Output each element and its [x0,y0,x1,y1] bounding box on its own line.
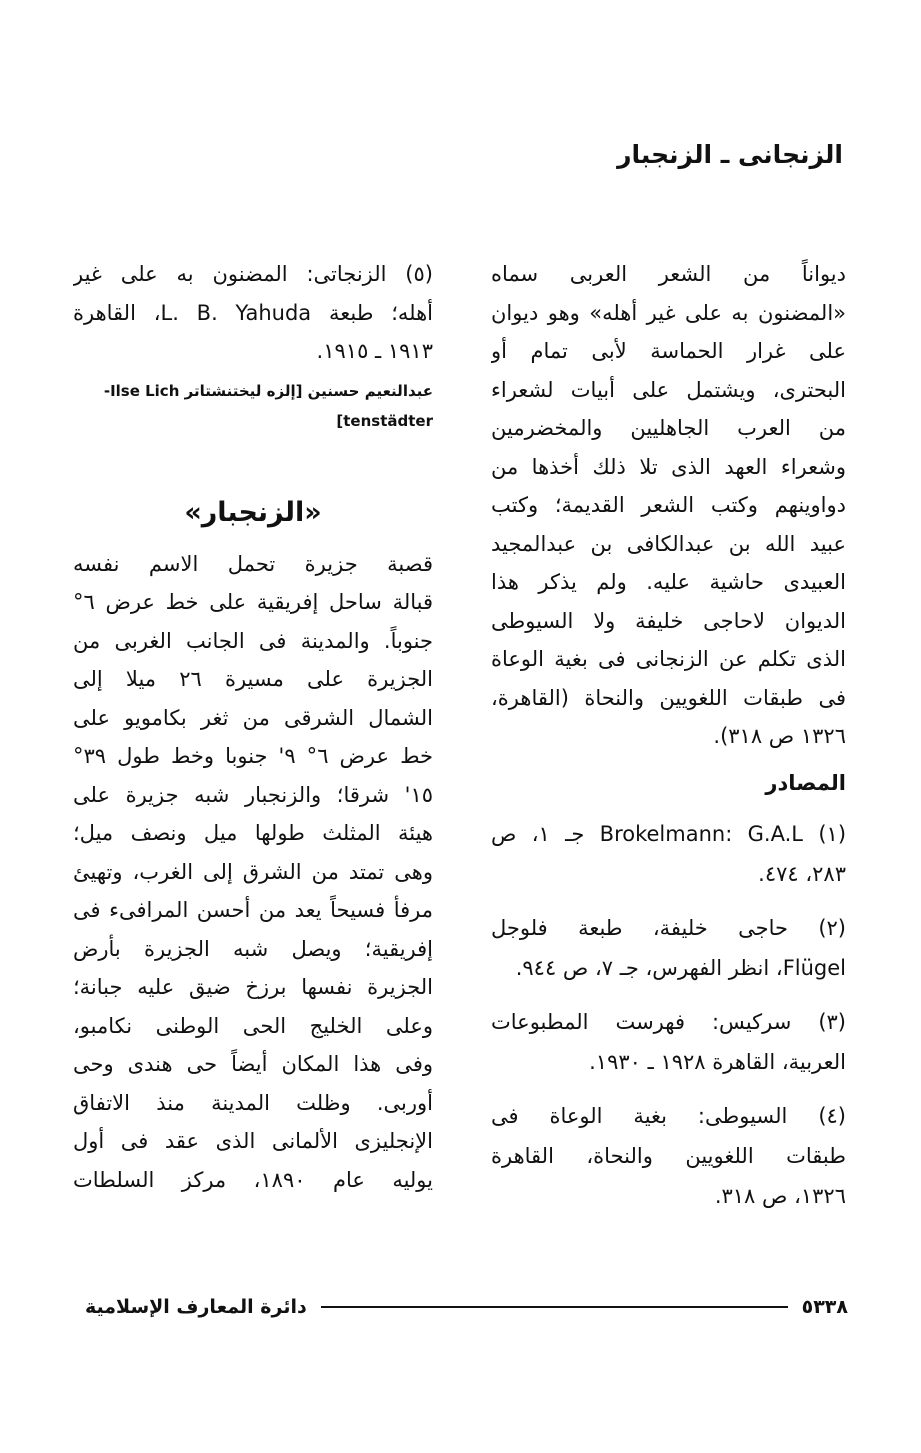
author-credit [73,377,433,431]
text-line: «المضنون به على غير أهله» وهو ديوان [491,300,846,325]
text-line: الشمال الشرقى من ثغر بكامويو على [73,705,433,730]
author-line: tenstädter] [336,411,433,430]
text-line: (٤) السيوطى: بغية الوعاة فى [491,1103,846,1128]
article-body [73,545,433,1200]
page-footer [85,1292,848,1322]
footer-rule [321,1306,788,1308]
text-line: خط عرض ٦° ٩' جنوبا وخط طول ٣٩° [73,744,433,768]
text-line: إفريقية؛ ويصل شبه الجزيرة بأرض [73,936,433,961]
text-line: العبيدى حاشية عليه. ولم يذكر هذا [491,570,846,594]
source-entry-4 [491,1096,846,1216]
right-column [491,255,846,1230]
text-line: جنوباً. والمدينة فى الجانب الغربى من [73,628,433,653]
text-line: عبيد الله بن عبدالكافى بن عبدالمجيد [491,531,846,556]
text-line: الإنجليزى الألمانى الذى عقد فى أول [73,1129,433,1153]
text-line: فى طبقات اللغويين والنحاة (القاهرة، [491,685,846,710]
text-line: (١) Brokelmann: G.A.L جـ ١، ص [491,821,846,846]
text-line: قبالة ساحل إفريقية على خط عرض ٦° [73,590,433,614]
text-line: يوليه عام ١٨٩٠، مركز السلطات [73,1167,433,1192]
text-line: أوربى. وظلت المدينة منذ الاتفاق [73,1090,433,1115]
left-column [73,255,433,1199]
text-line: ١٥' شرقا؛ والزنجبار شبه جزيرة على [73,782,433,807]
text-line: قصبة جزيرة تحمل الاسم نفسه [73,551,433,576]
text-line: دواوينهم وكتب الشعر القديمة؛ وكتب [491,493,846,517]
page-number: ٥٣٣٨ [801,1296,848,1318]
source-entry-2 [491,908,846,988]
text-line: الجزيرة على مسيرة ٢٦ ميلا إلى [73,667,433,691]
text-line: الجزيرة نفسها برزخ ضيق عليه جبانة؛ [73,975,433,999]
text-line: الذى تكلم عن الزنجانى فى بغية الوعاة [491,647,846,671]
text-line: البحترى، ويشتمل على أبيات لشعراء [491,377,846,402]
text-line: وفى هذا المكان أيضاً حى هندى وحى [73,1052,433,1076]
text-line: وعلى الخليج الحى الوطنى نكامبو، [73,1013,433,1038]
text-line: ١٣٢٦، ص ٣١٨. [714,1183,846,1208]
source-entry-1 [491,814,846,894]
text-line: وشعراء العهد الذى تلا ذلك أخذها من [491,454,846,479]
text-line: وهى تمتد من الشرق إلى الغرب، وتهيئ [73,859,433,884]
author-line: عبدالنعيم حسنين [إلزه ليختنشتاتر Ilse Lich- [103,381,433,400]
text-line: أهله؛ طبعة L. B. Yahuda، القاهرة [73,300,433,325]
text-line: ١٩١٣ ـ ١٩١٥. [316,339,433,363]
text-line: طبقات اللغويين والنحاة، القاهرة [491,1143,846,1168]
text-line: (٥) الزنجاتى: المضنون به على غير [73,262,433,286]
text-line: (٣) سركيس: فهرست المطبوعات [491,1009,846,1034]
source-entry-5 [73,255,433,371]
text-line: ٢٨٣، ٤٧٤. [758,861,846,886]
text-line: الديوان لاحاجى خليفة ولا السيوطى [491,608,846,633]
text-line: (٢) حاجى خليفة، طبعة فلوجل [491,915,846,940]
text-line: من العرب الجاهليين والمخضرمين [491,416,846,440]
text-line: على غرار الحماسة لأبى تمام أو [491,339,846,363]
text-line: Flügel، انظر الفهرس، جـ ٧، ص ٩٤٤. [515,955,846,980]
text-line: ١٣٢٦ ص ٣١٨). [713,724,846,748]
text-line: هيئة المثلث طولها ميل ونصف ميل؛ [73,821,433,845]
source-entry-3 [491,1002,846,1082]
body-paragraph [491,255,846,756]
text-line: مرفأ فسيحاً يعد من أحسن المرافىء فى [73,898,433,922]
article-title: «الزنجبار» [184,496,322,528]
publication-title: دائرة المعارف الإسلامية [85,1296,307,1318]
text-line: العربية، القاهرة ١٩٢٨ ـ ١٩٣٠. [589,1049,846,1074]
page-header-title: الزنجانى ـ الزنجبار [617,140,843,169]
text-line: ديواناً من الشعر العربى سماه [491,262,846,286]
sources-heading: المصادر [765,770,846,795]
